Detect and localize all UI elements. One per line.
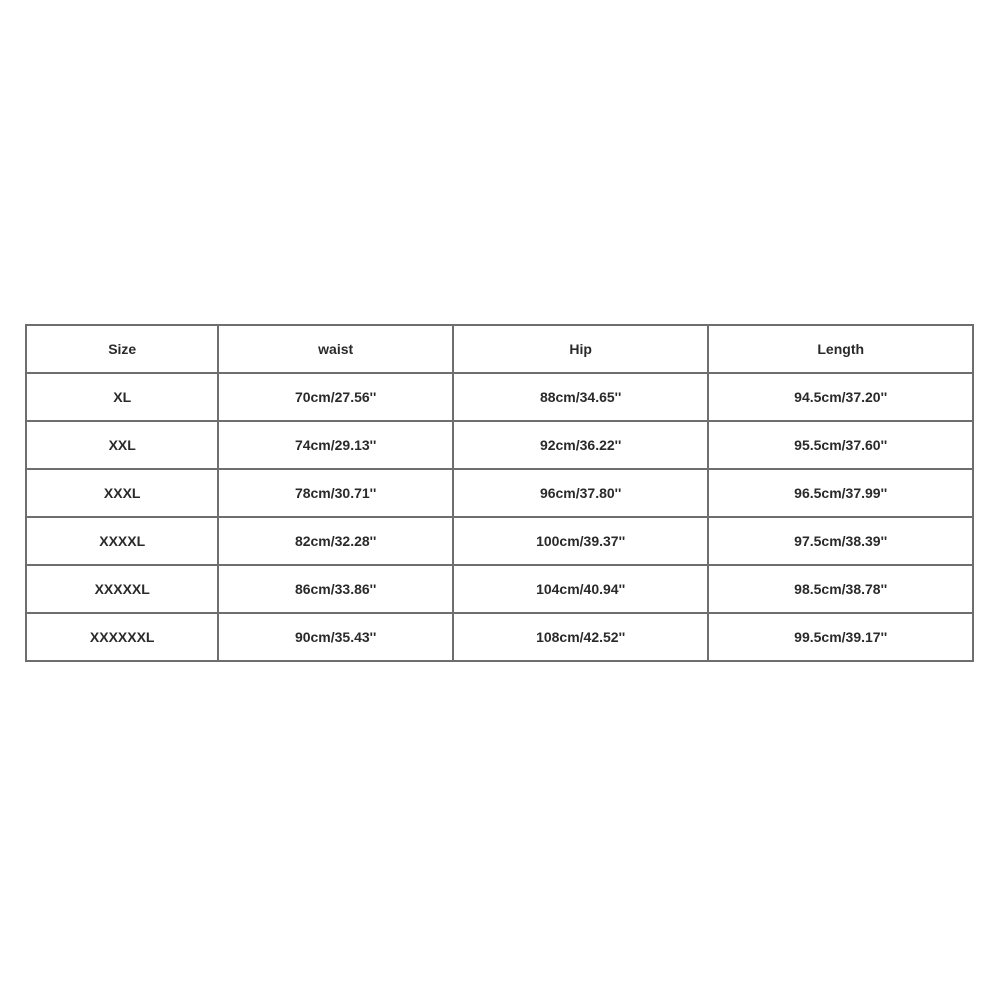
- cell-size: XXXXXL: [26, 565, 218, 613]
- cell-waist: 74cm/29.13'': [218, 421, 452, 469]
- cell-hip: 92cm/36.22'': [453, 421, 709, 469]
- cell-length: 94.5cm/37.20'': [708, 373, 973, 421]
- cell-size: XXXXXXL: [26, 613, 218, 661]
- cell-waist: 70cm/27.56'': [218, 373, 452, 421]
- table-row: [26, 517, 973, 565]
- cell-hip: 100cm/39.37'': [453, 517, 709, 565]
- header-size: Size: [26, 325, 218, 373]
- cell-hip: 104cm/40.94'': [453, 565, 709, 613]
- cell-hip: 88cm/34.65'': [453, 373, 709, 421]
- cell-length: 98.5cm/38.78'': [708, 565, 973, 613]
- table-row: [26, 421, 973, 469]
- cell-size: XXXXL: [26, 517, 218, 565]
- cell-waist: 78cm/30.71'': [218, 469, 452, 517]
- cell-hip: 108cm/42.52'': [453, 613, 709, 661]
- cell-size: XXL: [26, 421, 218, 469]
- cell-waist: 82cm/32.28'': [218, 517, 452, 565]
- table-row: [26, 565, 973, 613]
- cell-length: 96.5cm/37.99'': [708, 469, 973, 517]
- header-hip: Hip: [453, 325, 709, 373]
- table-header: [26, 325, 973, 373]
- table-row: [26, 613, 973, 661]
- table-row: [26, 373, 973, 421]
- cell-length: 99.5cm/39.17'': [708, 613, 973, 661]
- header-row: [26, 325, 973, 373]
- size-chart-table: [25, 324, 974, 662]
- header-length: Length: [708, 325, 973, 373]
- cell-waist: 86cm/33.86'': [218, 565, 452, 613]
- table-body: [26, 373, 973, 661]
- cell-hip: 96cm/37.80'': [453, 469, 709, 517]
- header-waist: waist: [218, 325, 452, 373]
- table-row: [26, 469, 973, 517]
- cell-waist: 90cm/35.43'': [218, 613, 452, 661]
- cell-length: 97.5cm/38.39'': [708, 517, 973, 565]
- cell-length: 95.5cm/37.60'': [708, 421, 973, 469]
- cell-size: XXXL: [26, 469, 218, 517]
- cell-size: XL: [26, 373, 218, 421]
